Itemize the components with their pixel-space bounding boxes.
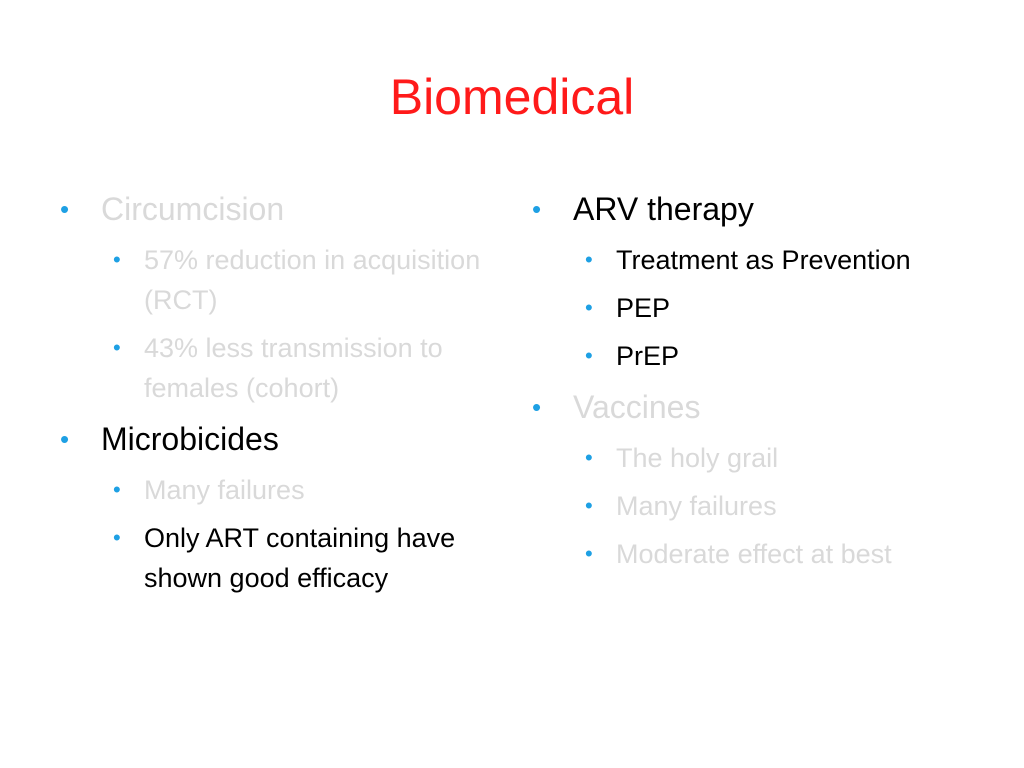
- sub-bullet-list: [585, 240, 992, 376]
- sub-bullet-item: [585, 486, 992, 526]
- sub-bullet-label: Many failures: [144, 475, 305, 505]
- bullet-item-arv-therapy: [532, 188, 992, 376]
- sub-bullet-item: [585, 534, 992, 574]
- bullet-icon: •: [60, 194, 70, 224]
- bullet-icon: •: [532, 392, 542, 422]
- bullet-icon: •: [585, 541, 593, 566]
- left-bullet-list: [60, 188, 500, 598]
- sub-bullet-list: [585, 438, 992, 574]
- sub-bullet-item: [585, 288, 992, 328]
- sub-bullet-label: 43% less transmission to females (cohort): [144, 333, 443, 403]
- sub-bullet-item: [585, 240, 992, 280]
- bullet-label: Microbicides: [101, 421, 279, 457]
- sub-bullet-label: PEP: [616, 293, 671, 323]
- sub-bullet-item: [113, 518, 500, 598]
- sub-bullet-item: [113, 328, 500, 408]
- sub-bullet-list: [113, 240, 500, 408]
- sub-bullet-label: Many failures: [616, 491, 777, 521]
- right-column: [532, 188, 992, 584]
- sub-bullet-label: Moderate effect at best: [616, 539, 892, 569]
- bullet-icon: •: [585, 445, 593, 470]
- right-bullet-list: [532, 188, 992, 574]
- sub-bullet-label: Only ART containing have shown good efficacy: [144, 523, 456, 593]
- left-column: [60, 188, 500, 608]
- sub-bullet-item: [585, 336, 992, 376]
- bullet-icon: •: [585, 493, 593, 518]
- bullet-label: Vaccines: [573, 389, 701, 425]
- bullet-icon: •: [585, 343, 593, 368]
- sub-bullet-label: 57% reduction in acquisition (RCT): [144, 245, 481, 315]
- sub-bullet-label: Treatment as Prevention: [616, 245, 911, 275]
- sub-bullet-item: [113, 240, 500, 320]
- bullet-icon: •: [113, 247, 121, 272]
- bullet-icon: •: [585, 295, 593, 320]
- bullet-item-circumcision: [60, 188, 500, 408]
- slide-title: Biomedical: [389, 69, 635, 125]
- bullet-icon: •: [60, 424, 70, 454]
- bullet-label: ARV therapy: [573, 191, 754, 227]
- bullet-item-microbicides: [60, 418, 500, 598]
- bullet-item-vaccines: [532, 386, 992, 574]
- sub-bullet-label: PrEP: [616, 341, 680, 371]
- bullet-icon: •: [113, 525, 121, 550]
- bullet-icon: •: [585, 247, 593, 272]
- sub-bullet-list: [113, 470, 500, 598]
- sub-bullet-item: [113, 470, 500, 510]
- bullet-icon: •: [113, 477, 121, 502]
- sub-bullet-label: The holy grail: [616, 443, 779, 473]
- bullet-icon: •: [113, 335, 121, 360]
- bullet-label: Circumcision: [101, 191, 285, 227]
- sub-bullet-item: [585, 438, 992, 478]
- bullet-icon: •: [532, 194, 542, 224]
